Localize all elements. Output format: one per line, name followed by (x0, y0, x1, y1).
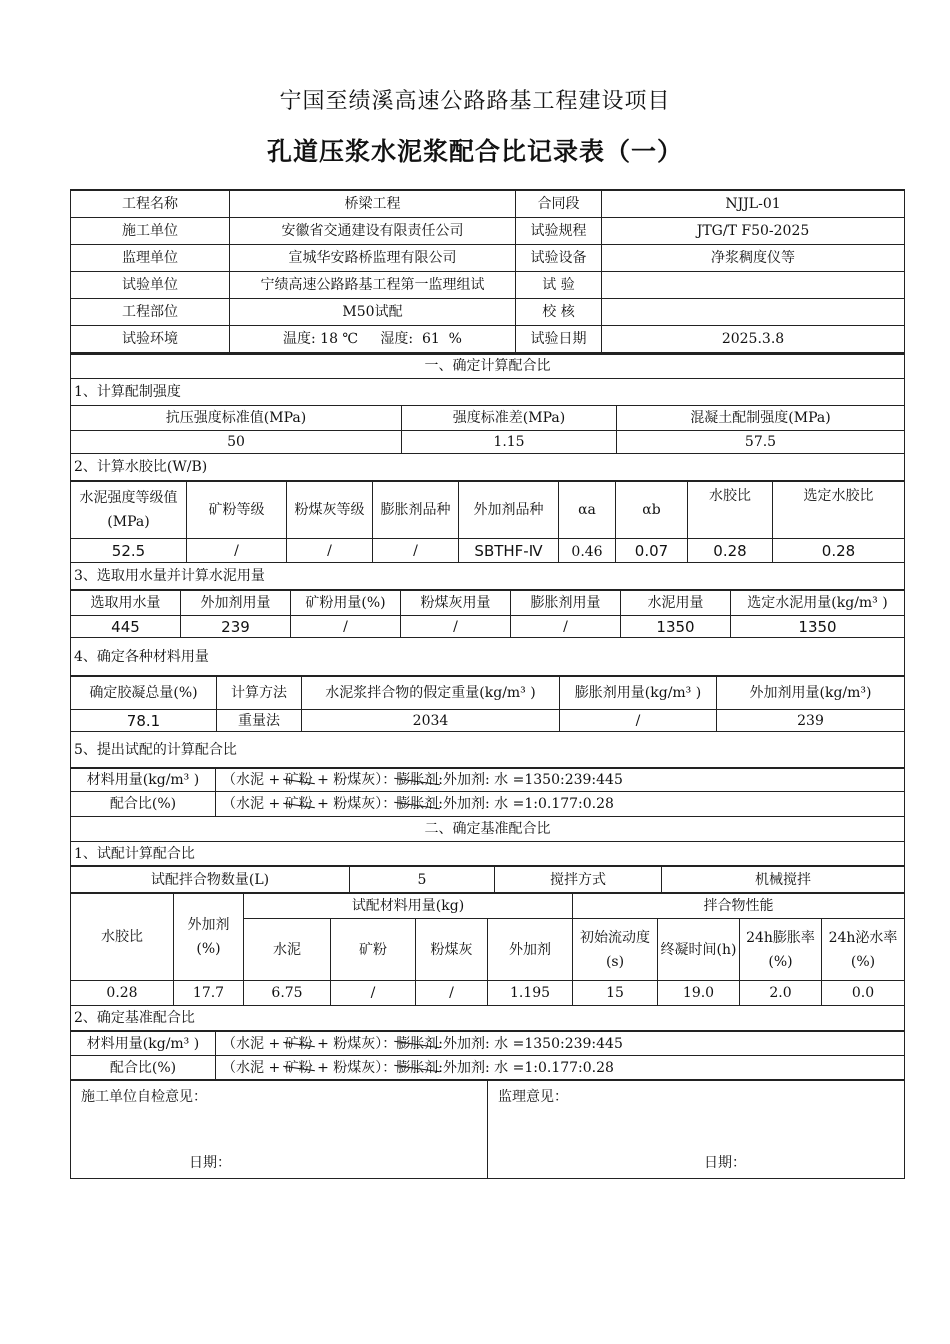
formula-cell (216, 1056, 905, 1080)
table-cell: 0.28 (773, 539, 905, 563)
field-value: 机械搅拌 (662, 867, 905, 893)
supervisor-date-label: 日期： (704, 1155, 746, 1171)
formula-middle: + 粉煤灰）： (312, 1059, 397, 1076)
table-cell: / (401, 616, 511, 638)
info-value: 宣城华安路桥监理有限公司 (230, 244, 516, 271)
table-cell: 52.5 (71, 539, 187, 563)
formula-cell (216, 769, 905, 792)
signature-table (70, 1080, 905, 1179)
calc-mix-table (70, 768, 905, 866)
info-label: 校 核 (516, 298, 602, 325)
table-cell: 0.28 (688, 539, 773, 563)
info-row (71, 298, 905, 325)
column-header: 终凝时间(h) (658, 919, 740, 981)
table-cell: / (291, 616, 401, 638)
supervisor-opinion (488, 1081, 905, 1179)
table-cell: 重量法 (217, 710, 302, 732)
subsection-title: 5、提出试配的计算配合比 (71, 732, 905, 768)
formula-middle: + 粉煤灰）： (312, 1035, 397, 1052)
formula-value: =1350:239:445 (508, 772, 623, 788)
table-cell: / (187, 539, 287, 563)
field-value: 5 (350, 867, 495, 893)
column-header: 矿粉用量(%) (291, 591, 401, 616)
field-label: 搅拌方式 (495, 867, 662, 893)
column-header: 外加剂 (488, 919, 573, 981)
info-value: M50试配 (230, 298, 516, 325)
column-header: 水泥用量 (621, 591, 731, 616)
info-label: 试验单位 (71, 271, 230, 298)
table-cell: 0.46 (559, 539, 616, 563)
column-header: 水胶比 (71, 894, 174, 981)
formula-prefix: （水泥 + (222, 1059, 285, 1076)
column-header: 粉煤灰等级 (287, 482, 373, 539)
info-value (602, 271, 905, 298)
formula-cell (216, 1032, 905, 1056)
formula-value: =1:0.177:0.28 (508, 796, 614, 812)
table-cell: 6.75 (244, 981, 331, 1006)
table-cell: / (331, 981, 416, 1006)
column-header: 粉煤灰 (416, 919, 488, 981)
table-cell: 19.0 (658, 981, 740, 1006)
column-header: 膨胀剂用量(kg/m³ ) (560, 677, 717, 710)
section-heading: 二、确定基准配合比 (71, 817, 905, 842)
contractor-opinion (71, 1081, 488, 1179)
struck-expansion-agent: 膨胀剂 (396, 1035, 439, 1052)
table-cell: 445 (71, 616, 181, 638)
row-label: 材料用量(kg/m³ ) (71, 769, 216, 792)
info-value: NJJL-01 (602, 190, 905, 217)
column-header: 水泥浆拌合物的假定重量(kg/m³ ) (302, 677, 560, 710)
info-value: 宁绩高速公路路基工程第一监理组试 (230, 271, 516, 298)
group-header: 拌合物性能 (573, 894, 905, 919)
column-header: 水泥 (244, 919, 331, 981)
column-header: 外加剂用量(kg/m³) (717, 677, 905, 710)
table-cell: 239 (717, 710, 905, 732)
column-header: 24h膨胀率(%) (740, 919, 822, 981)
column-header: 选取用水量 (71, 591, 181, 616)
table-cell: SBTHF-Ⅳ (459, 539, 559, 563)
info-row (71, 217, 905, 244)
info-label: 监理单位 (71, 244, 230, 271)
strength-table (70, 353, 905, 482)
supervisor-opinion-label: 监理意见： (498, 1089, 568, 1105)
info-value: 桥梁工程 (230, 190, 516, 217)
formula-middle: + 粉煤灰）： (312, 772, 397, 788)
section-heading: 一、确定计算配合比 (71, 354, 905, 379)
table-cell: 15 (573, 981, 658, 1006)
struck-expansion-agent: 膨胀剂 (396, 796, 439, 812)
info-value: 净浆稠度仪等 (602, 244, 905, 271)
row-label: 材料用量(kg/m³ ) (71, 1032, 216, 1056)
table-cell: 2.0 (740, 981, 822, 1006)
subsection-title: 1、试配计算配合比 (71, 842, 905, 866)
info-row (71, 190, 905, 217)
column-header: 计算方法 (217, 677, 302, 710)
formula-cell (216, 792, 905, 817)
column-header: 水泥强度等级值(MPa) (71, 482, 187, 539)
form-title: 孔道压浆水泥浆配合比记录表（一） (266, 137, 683, 166)
column-header: 外加剂(%) (174, 894, 244, 981)
table-cell: / (416, 981, 488, 1006)
struck-expansion-agent: 膨胀剂 (396, 772, 439, 788)
formula-prefix: （水泥 + (222, 1035, 285, 1052)
struck-slag: 矿粉 (284, 1035, 313, 1052)
column-header: 强度标准差(MPa) (402, 406, 617, 431)
formula-middle: + 粉煤灰）： (312, 796, 397, 812)
table-cell: 1350 (731, 616, 905, 638)
trial-materials-table (70, 893, 905, 1031)
info-label: 工程名称 (71, 190, 230, 217)
table-cell: 0.28 (71, 981, 174, 1006)
formula-suffix: :外加剂: 水 (438, 796, 509, 812)
column-header: 外加剂用量 (181, 591, 291, 616)
table-cell: 1350 (621, 616, 731, 638)
info-label: 试验规程 (516, 217, 602, 244)
info-label: 合同段 (516, 190, 602, 217)
formula-value: =1350:239:445 (508, 1035, 623, 1052)
formula-suffix: :外加剂: 水 (438, 1035, 509, 1052)
wb-ratio-table (70, 481, 905, 590)
info-table (70, 189, 905, 353)
info-label: 试验环境 (71, 325, 230, 352)
field-label: 试配拌合物数量(L) (71, 867, 350, 893)
column-header: 抗压强度标准值(MPa) (71, 406, 402, 431)
info-label: 施工单位 (71, 217, 230, 244)
subsection-title: 1、计算配制强度 (71, 379, 905, 406)
materials-table (70, 676, 905, 768)
table-cell: / (560, 710, 717, 732)
struck-slag: 矿粉 (284, 796, 313, 812)
info-value (602, 298, 905, 325)
table-cell: 17.7 (174, 981, 244, 1006)
info-row (71, 271, 905, 298)
record-sheet (70, 189, 904, 1179)
subsection-title: 2、确定基准配合比 (71, 1006, 905, 1031)
table-cell: 0.07 (616, 539, 688, 563)
contractor-opinion-label: 施工单位自检意见： (81, 1089, 207, 1105)
column-header: 矿粉 (331, 919, 416, 981)
column-header: 24h泌水率(%) (822, 919, 905, 981)
column-header: αb (616, 482, 688, 539)
struck-slag: 矿粉 (284, 1059, 313, 1076)
reference-mix-table (70, 1031, 905, 1080)
group-header: 试配材料用量(kg) (244, 894, 573, 919)
formula-suffix: :外加剂: 水 (438, 772, 509, 788)
row-label: 配合比(%) (71, 1056, 216, 1080)
column-header: 选定水胶比 (773, 482, 905, 539)
info-row (71, 325, 905, 352)
column-header: 选定水泥用量(kg/m³ ) (731, 591, 905, 616)
project-title: 宁国至绩溪高速公路路基工程建设项目 (279, 89, 671, 114)
table-cell: / (373, 539, 459, 563)
struck-slag: 矿粉 (284, 772, 313, 788)
info-label: 试验日期 (516, 325, 602, 352)
column-header: 确定胶凝总量(%) (71, 677, 217, 710)
column-header: 水胶比 (688, 482, 773, 539)
column-header: 膨胀剂用量 (511, 591, 621, 616)
water-cement-table (70, 590, 905, 676)
table-cell: 239 (181, 616, 291, 638)
column-header: 外加剂品种 (459, 482, 559, 539)
formula-suffix: :外加剂: 水 (438, 1059, 509, 1076)
info-label: 试 验 (516, 271, 602, 298)
column-header: αa (559, 482, 616, 539)
subsection-title: 3、选取用水量并计算水泥用量 (71, 563, 905, 590)
info-value: 温度: 18 ℃ 湿度: 61 % (230, 325, 516, 352)
contractor-date-label: 日期： (189, 1155, 231, 1171)
column-header: 初始流动度(s) (573, 919, 658, 981)
info-value: JTG/T F50-2025 (602, 217, 905, 244)
column-header: 粉煤灰用量 (401, 591, 511, 616)
table-cell: / (287, 539, 373, 563)
struck-expansion-agent: 膨胀剂 (396, 1059, 439, 1076)
info-label: 工程部位 (71, 298, 230, 325)
info-value: 2025.3.8 (602, 325, 905, 352)
row-label: 配合比(%) (71, 792, 216, 817)
formula-value: =1:0.177:0.28 (508, 1059, 614, 1076)
trial-batch-table (70, 866, 905, 893)
subsection-title: 2、计算水胶比(W/B) (71, 454, 905, 481)
formula-prefix: （水泥 + (222, 796, 285, 812)
table-cell: 78.1 (71, 710, 217, 732)
info-label: 试验设备 (516, 244, 602, 271)
table-cell: / (511, 616, 621, 638)
column-header: 矿粉等级 (187, 482, 287, 539)
table-cell: 57.5 (617, 431, 905, 454)
subsection-title: 4、确定各种材料用量 (71, 638, 905, 676)
table-cell: 50 (71, 431, 402, 454)
formula-prefix: （水泥 + (222, 772, 285, 788)
info-value: 安徽省交通建设有限责任公司 (230, 217, 516, 244)
table-cell: 2034 (302, 710, 560, 732)
column-header: 混凝土配制强度(MPa) (617, 406, 905, 431)
table-cell: 0.0 (822, 981, 905, 1006)
info-row (71, 244, 905, 271)
table-cell: 1.195 (488, 981, 573, 1006)
column-header: 膨胀剂品种 (373, 482, 459, 539)
table-cell: 1.15 (402, 431, 617, 454)
